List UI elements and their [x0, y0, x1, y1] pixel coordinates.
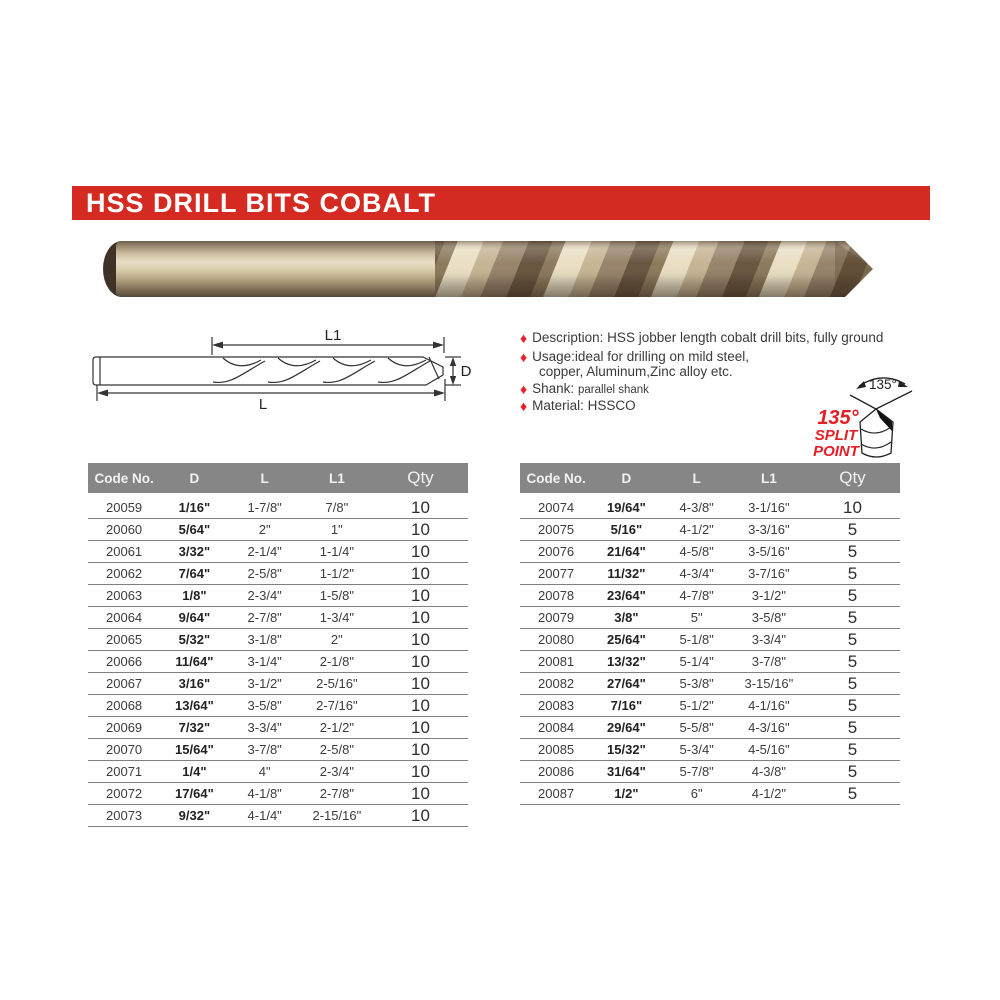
table-cell: 25/64" — [607, 631, 646, 647]
table-row — [88, 497, 468, 519]
drill-bit-photo — [100, 235, 875, 303]
table-cell: 2-7/8" — [247, 609, 282, 625]
table-cell: 2-5/8" — [247, 565, 282, 581]
table-cell: 2-15/16" — [312, 807, 362, 823]
table-cell: 5/64" — [178, 521, 211, 537]
table-row — [88, 607, 468, 629]
column-header-d: D — [621, 470, 632, 486]
table-cell: 20073 — [106, 807, 143, 823]
table-cell: 20085 — [538, 741, 575, 757]
table-cell: 15/32" — [607, 741, 646, 757]
table-row — [88, 761, 468, 783]
table-cell: 2-7/8" — [319, 785, 354, 801]
table-row — [520, 717, 900, 739]
diamond-bullet-icon: ♦ — [520, 330, 528, 346]
table-cell: 20072 — [106, 785, 143, 801]
table-cell: 20082 — [538, 675, 575, 691]
table-cell: 2" — [258, 521, 271, 537]
table-row — [520, 783, 900, 805]
table-cell: 5 — [847, 651, 858, 671]
table-cell: 20078 — [538, 587, 575, 603]
table-cell: 3-7/8" — [247, 741, 282, 757]
table-cell: 2-1/2" — [319, 719, 354, 735]
table-cell: 5 — [847, 717, 858, 737]
table-cell: 3-5/16" — [748, 543, 790, 559]
table-row — [520, 607, 900, 629]
table-cell: 13/64" — [175, 697, 214, 713]
table-cell: 10 — [410, 673, 430, 693]
table-cell: 4-5/8" — [679, 543, 714, 559]
table-cell: 23/64" — [607, 587, 646, 603]
title-banner — [72, 186, 930, 220]
column-header-qty: Qty — [839, 468, 866, 487]
table-cell: 10 — [410, 739, 430, 759]
table-cell: 5 — [847, 783, 858, 803]
table-cell: 20079 — [538, 609, 575, 625]
table-row — [88, 739, 468, 761]
table-row — [88, 563, 468, 585]
table-cell: 3-3/4" — [247, 719, 282, 735]
table-cell: 5 — [847, 563, 858, 583]
table-cell: 1-1/2" — [319, 565, 354, 581]
table-row — [520, 541, 900, 563]
table-cell: 6" — [690, 785, 703, 801]
table-cell: 5-1/4" — [679, 653, 714, 669]
feature-shank — [520, 381, 649, 397]
spec-table-right — [520, 463, 900, 805]
table-cell: 20063 — [106, 587, 143, 603]
feature-description — [520, 330, 883, 346]
table-cell: 20060 — [106, 521, 143, 537]
table-cell: 4-7/8" — [679, 587, 714, 603]
angle-right-line — [876, 391, 912, 409]
dimension-diagram — [83, 323, 478, 418]
table-cell: 2-5/16" — [316, 675, 358, 691]
table-cell: 13/32" — [607, 653, 646, 669]
table-cell: 10 — [410, 497, 430, 517]
table-cell: 20061 — [106, 543, 143, 559]
table-cell: 10 — [410, 629, 430, 649]
table-cell: 7/8" — [325, 499, 349, 515]
table-cell: 3-5/8" — [751, 609, 786, 625]
table-cell: 3/32" — [178, 543, 211, 559]
table-cell: 20069 — [106, 719, 143, 735]
split-point-diagram — [800, 365, 935, 465]
table-cell: 3-1/2" — [751, 587, 786, 603]
table-row — [88, 629, 468, 651]
table-cell: 11/32" — [607, 565, 646, 581]
table-row — [520, 761, 900, 783]
table-cell: 10 — [410, 761, 430, 781]
table-row — [88, 673, 468, 695]
column-header-l: L — [260, 470, 269, 486]
diagram-drill-outline — [93, 357, 443, 385]
table-cell: 5/16" — [610, 521, 643, 537]
table-cell: 5 — [847, 739, 858, 759]
table-row — [520, 695, 900, 717]
table-cell: 4-5/16" — [748, 741, 790, 757]
table-cell: 5 — [847, 761, 858, 781]
table-cell: 3-7/16" — [748, 565, 790, 581]
table-cell: 20062 — [106, 565, 143, 581]
dimension-arrowheads — [97, 342, 456, 397]
table-cell: 20083 — [538, 697, 575, 713]
table-cell: 5/32" — [178, 631, 211, 647]
label-l1: L1 — [324, 327, 342, 344]
table-cell: 20067 — [106, 675, 143, 691]
table-cell: 20059 — [106, 499, 143, 515]
table-cell: 5-3/8" — [679, 675, 714, 691]
table-cell: 2-3/4" — [247, 587, 282, 603]
table-cell: 5-1/2" — [679, 697, 714, 713]
table-cell: 7/32" — [178, 719, 211, 735]
table-cell: 21/64" — [607, 543, 646, 559]
table-cell: 20080 — [538, 631, 575, 647]
table-cell: 10 — [410, 541, 430, 561]
column-header-code: Code No. — [526, 470, 586, 486]
table-cell: 4" — [258, 763, 271, 779]
table-cell: 5-1/8" — [679, 631, 714, 647]
feature-usage-text: Usage:ideal for drilling on mild steel, — [532, 349, 750, 364]
table-cell: 20064 — [106, 609, 143, 625]
table-cell: 10 — [410, 805, 430, 825]
table-cell: 20087 — [538, 785, 575, 801]
feature-shank-value: parallel shank — [577, 384, 649, 396]
table-cell: 27/64" — [607, 675, 646, 691]
table-cell: 20065 — [106, 631, 143, 647]
table-cell: 1-5/8" — [319, 587, 354, 603]
table-cell: 1/4" — [182, 763, 207, 779]
table-cell: 4-1/2" — [679, 521, 714, 537]
table-cell: 1" — [330, 521, 343, 537]
table-row — [88, 541, 468, 563]
table-row — [520, 739, 900, 761]
diamond-bullet-icon: ♦ — [520, 349, 528, 365]
table-cell: 20075 — [538, 521, 575, 537]
table-cell: 1/8" — [182, 587, 207, 603]
table-cell: 20086 — [538, 763, 575, 779]
table-cell: 20076 — [538, 543, 575, 559]
column-header-l: L — [692, 470, 701, 486]
diamond-bullet-icon: ♦ — [520, 398, 528, 414]
feature-usage-continued — [520, 364, 733, 379]
table-cell: 4-1/4" — [247, 807, 282, 823]
table-row — [520, 651, 900, 673]
table-cell: 10 — [410, 651, 430, 671]
drill-tip-icon — [860, 409, 893, 457]
table-cell: 19/64" — [607, 499, 646, 515]
table-row — [520, 563, 900, 585]
page-title: HSS DRILL BITS COBALT — [86, 188, 436, 218]
table-cell: 5-3/4" — [679, 741, 714, 757]
table-row — [520, 673, 900, 695]
table-row — [88, 519, 468, 541]
table-cell: 2-7/16" — [316, 697, 358, 713]
table-cell: 3-1/2" — [247, 675, 282, 691]
table-cell: 10 — [410, 563, 430, 583]
column-header-l1: L1 — [328, 470, 345, 486]
table-cell: 31/64" — [607, 763, 646, 779]
feature-material-text: Material: HSSCO — [532, 398, 636, 413]
table-cell: 10 — [410, 695, 430, 715]
table-cell: 20081 — [538, 653, 575, 669]
drill-bit-photo-image — [100, 235, 875, 303]
split-point-caption-angle: 135° — [817, 407, 859, 429]
table-row — [520, 497, 900, 519]
feature-material — [520, 398, 636, 414]
table-cell: 9/32" — [178, 807, 211, 823]
table-row — [88, 717, 468, 739]
table-body — [88, 493, 468, 827]
table-cell: 15/64" — [175, 741, 214, 757]
table-cell: 7/16" — [610, 697, 643, 713]
feature-usage-text2: copper, Aluminum,Zinc alloy etc. — [539, 364, 733, 379]
table-cell: 2-1/4" — [247, 543, 282, 559]
table-cell: 20070 — [106, 741, 143, 757]
column-header-code: Code No. — [94, 470, 154, 486]
table-cell: 20077 — [538, 565, 575, 581]
table-cell: 5 — [847, 629, 858, 649]
table-row — [88, 651, 468, 673]
table-cell: 3/16" — [178, 675, 211, 691]
table-cell: 17/64" — [175, 785, 214, 801]
table-cell: 10 — [410, 585, 430, 605]
table-row — [88, 585, 468, 607]
table-cell: 1-7/8" — [247, 499, 282, 515]
table-header — [88, 463, 468, 493]
table-cell: 11/64" — [175, 653, 214, 669]
table-cell: 3-3/16" — [748, 521, 790, 537]
table-row — [520, 629, 900, 651]
column-header-qty: Qty — [407, 468, 434, 487]
table-cell: 10 — [410, 717, 430, 737]
table-cell: 20071 — [106, 763, 143, 779]
label-d: D — [460, 363, 472, 380]
drill-shank — [116, 241, 441, 297]
table-cell: 4-1/16" — [748, 697, 790, 713]
table-cell: 5" — [690, 609, 703, 625]
table-cell: 5 — [847, 607, 858, 627]
table-cell: 20066 — [106, 653, 143, 669]
table-cell: 1/2" — [614, 785, 639, 801]
split-point-caption-split: SPLIT — [814, 427, 858, 444]
table-cell: 7/64" — [178, 565, 211, 581]
table-cell: 10 — [410, 783, 430, 803]
diamond-bullet-icon: ♦ — [520, 381, 528, 397]
table-cell: 20074 — [538, 499, 575, 515]
table-cell: 3-7/8" — [751, 653, 786, 669]
table-body — [520, 493, 900, 805]
column-header-d: D — [189, 470, 200, 486]
table-header — [520, 463, 900, 493]
table-cell: 20084 — [538, 719, 575, 735]
table-cell: 1-3/4" — [319, 609, 354, 625]
table-row — [88, 805, 468, 827]
table-cell: 3-15/16" — [744, 675, 794, 691]
table-cell: 2-5/8" — [319, 741, 354, 757]
table-cell: 9/64" — [178, 609, 211, 625]
table-cell: 3-5/8" — [247, 697, 282, 713]
table-cell: 5-5/8" — [679, 719, 714, 735]
feature-shank-label: Shank: — [532, 381, 575, 396]
drill-flutes — [435, 241, 875, 297]
table-cell: 2-1/8" — [319, 653, 354, 669]
table-cell: 4-1/2" — [751, 785, 786, 801]
table-cell: 5 — [847, 519, 858, 539]
column-header-l1: L1 — [760, 470, 777, 486]
table-row — [520, 585, 900, 607]
table-cell: 4-3/4" — [679, 565, 714, 581]
table-cell: 5-7/8" — [679, 763, 714, 779]
split-point-caption-point: POINT — [813, 443, 859, 460]
spec-table-left — [88, 463, 468, 827]
table-cell: 1-1/4" — [319, 543, 354, 559]
table-cell: 10 — [842, 497, 862, 517]
table-cell: 5 — [847, 541, 858, 561]
table-cell: 2-3/4" — [319, 763, 354, 779]
table-row — [88, 783, 468, 805]
table-cell: 4-3/16" — [748, 719, 790, 735]
table-cell: 29/64" — [607, 719, 646, 735]
table-cell: 20068 — [106, 697, 143, 713]
dimension-diagram-drawing — [83, 323, 478, 418]
table-cell: 3-1/4" — [247, 653, 282, 669]
table-cell: 1/16" — [178, 499, 211, 515]
table-cell: 10 — [410, 607, 430, 627]
table-cell: 3-3/4" — [751, 631, 786, 647]
table-cell: 5 — [847, 673, 858, 693]
table-row — [520, 519, 900, 541]
feature-description-text: Description: HSS jobber length cobalt drill bits, fully ground — [532, 330, 884, 345]
table-cell: 5 — [847, 695, 858, 715]
table-row — [88, 695, 468, 717]
table-cell: 3/8" — [614, 609, 639, 625]
split-point-badge — [800, 365, 935, 465]
table-cell: 3-1/16" — [748, 499, 790, 515]
table-cell: 4-3/8" — [751, 763, 786, 779]
label-l: L — [258, 396, 268, 413]
table-cell: 3-1/8" — [247, 631, 282, 647]
table-cell: 10 — [410, 519, 430, 539]
table-cell: 4-1/8" — [247, 785, 282, 801]
table-cell: 4-3/8" — [679, 499, 714, 515]
table-cell: 2" — [330, 631, 343, 647]
table-cell: 5 — [847, 585, 858, 605]
feature-usage — [520, 349, 749, 365]
angle-value-label: 135° — [869, 377, 897, 392]
